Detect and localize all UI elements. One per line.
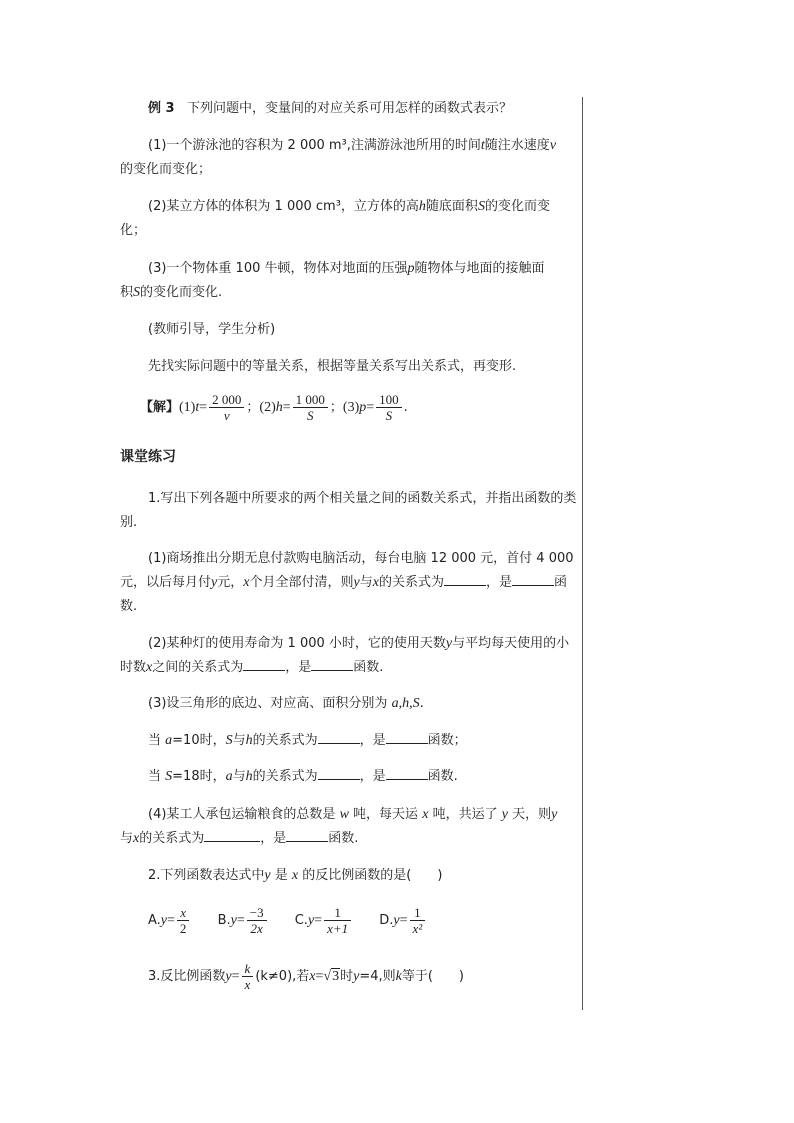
answer-blank[interactable]	[444, 571, 486, 586]
option-c-label: C.	[294, 913, 308, 928]
answer-blank[interactable]	[286, 827, 328, 842]
answer-blank[interactable]	[386, 765, 428, 780]
q1-1-text-f: ，是	[485, 575, 512, 590]
q3-text-c: 时	[340, 969, 354, 984]
q2-options	[120, 902, 580, 940]
option-a[interactable]: A.y= $\frac{x}{2}$	[148, 902, 191, 940]
q1-1-text-b: 元，	[217, 575, 244, 590]
q2-text-c: 的反比例函数的是( )	[302, 868, 443, 883]
fraction-1-num: 2 000	[209, 392, 244, 408]
q1-3-text: (3)设三角形的底边、对应高、面积分别为	[148, 696, 388, 711]
q1-1-text-a: (1)商场推出分期无息付款购电脑活动，每台电脑 12 000 元，首付 4 000元，以后每月付	[120, 551, 574, 590]
q1-4-text-e: 与	[120, 831, 134, 846]
fraction-2: $\frac{1 000}{S}$	[293, 392, 328, 423]
q1-3b-cond: =18时，	[172, 769, 226, 784]
q1-4-text-c: 吨，共运了	[432, 807, 498, 822]
item3-text-b: 随物体与地面的接触面	[414, 261, 545, 276]
q3-text-b: (k≠0),若	[255, 969, 310, 984]
q1-4-text-h: 函数.	[328, 831, 359, 846]
q1-1-text-d: 与	[359, 575, 373, 590]
right-border-line	[582, 97, 583, 1010]
fraction-1: $\frac{2 000}{v}$	[209, 392, 244, 423]
practice-heading: 课堂练习	[120, 449, 176, 465]
option-a-label: A.	[148, 913, 161, 928]
q1-3b-pre: 当	[148, 769, 162, 784]
q1-2-text-b: 与平均每天使用的小时数	[120, 636, 570, 675]
answer-blank[interactable]	[512, 571, 554, 586]
item2-text-d: 化；	[120, 223, 147, 238]
q3-text-d: =4,则	[359, 969, 396, 984]
option-c[interactable]: C.y= $\frac{1}{x+1}$	[295, 902, 353, 940]
item1-text-b: 随注水速度	[484, 138, 550, 153]
item1-text: (1)一个游泳池的容积为 2 000 m³,注满游泳池所用的时间	[148, 138, 481, 153]
q1-3a-mid: 与	[232, 733, 246, 748]
q1-intro	[120, 487, 580, 535]
q1-intro-text: 1.写出下列各题中所要求的两个相关量之间的函数关系式，并指出函数的类别.	[120, 491, 577, 530]
example-item-1: (1)一个游泳池的容积为 2 000 m³,注满游泳池所用的时间t随注水速度v 的变化而变化；	[120, 138, 557, 177]
q3: 3.反比例函数y= $\frac{k}{x}$ (k≠0),若x=√3时y=4,则k等于( )	[148, 961, 464, 992]
answer-blank[interactable]	[311, 656, 353, 671]
q2: 2.下列函数表达式中y 是 x 的反比例函数的是( )	[148, 868, 443, 883]
fraction-3-num: 100	[376, 392, 402, 408]
q1-3a-cond: =10时，	[172, 733, 226, 748]
q1-4-text-g: ，是	[260, 831, 287, 846]
q1-2-text-a: (2)某种灯的使用寿命为 1 000 小时，它的使用天数	[148, 636, 446, 651]
q1-3b-is: ，是	[359, 769, 386, 784]
q1-3a-end: 函数；	[427, 733, 467, 748]
item1-text-c: 的变化而变化；	[120, 162, 212, 177]
item3-text-d: 的变化而变化.	[140, 285, 223, 300]
q3-text-a: 3.反比例函数	[148, 969, 226, 984]
answer-blank[interactable]	[243, 656, 285, 671]
fraction-2-num: 1 000	[293, 392, 328, 408]
option-b-label: B.	[217, 913, 231, 928]
q1-1-text-g: 函数.	[120, 575, 567, 614]
q1-item-2: (2)某种灯的使用寿命为 1 000 小时，它的使用天数y与平均每天使用的小时数x之间的关系式为 ，是 函数.	[120, 636, 570, 675]
q1-3b-rel: 的关系式为	[252, 769, 318, 784]
answer-blank[interactable]	[386, 729, 428, 744]
example-question: 下列问题中，变量间的对应关系可用怎样的函数式表示？	[186, 101, 512, 116]
q1-item-3: (3)设三角形的底边、对应高、面积分别为 a,h,S.	[148, 696, 424, 711]
q1-1-text-e: 的关系式为	[378, 575, 444, 590]
q1-4-text-b: 吨，每天运	[353, 807, 419, 822]
option-b[interactable]: B.y= $\frac{-3}{2x}$	[218, 902, 269, 940]
q2-text-b: 是	[274, 868, 288, 883]
example-item-2: (2)某立方体的体积为 1 000 cm³，立方体的高h随底面积S的变化而变 化；	[120, 199, 550, 238]
method-line: 先找实际问题中的等量关系，根据等量关系写出关系式，再变形.	[148, 359, 517, 374]
example-item-3: (3)一个物体重 100 牛顿，物体对地面的压强p随物体与地面的接触面 积S的变化而变化.	[120, 261, 545, 300]
fraction-3: $\frac{100}{S}$	[376, 392, 402, 423]
q1-item-1: (1)商场推出分期无息付款购电脑活动，每台电脑 12 000 元，首付 4 000元，以后每月付y元，x个月全部付清，则y与x的关系式为 ，是 函数.	[120, 551, 574, 614]
answer-blank[interactable]	[204, 827, 260, 842]
item2-text-c: 的变化而变	[484, 199, 550, 214]
q1-2-text-d: ，是	[285, 660, 312, 675]
q1-2-text-e: 函数.	[353, 660, 384, 675]
example-label: 例 3	[148, 101, 175, 116]
guide-text: (教师引导，学生分析)	[148, 322, 276, 337]
q2-text: 2.下列函数表达式中	[148, 868, 265, 883]
item2-text-b: 随底面积	[425, 199, 478, 214]
q1-3a-pre: 当	[148, 733, 162, 748]
q1-3b-mid: 与	[232, 769, 246, 784]
item2-text: (2)某立方体的体积为 1 000 cm³，立方体的高	[148, 199, 419, 214]
example-title	[120, 97, 580, 121]
q1-4-text-a: (4)某工人承包运输粮食的总数是	[148, 807, 336, 822]
item3-text: (3)一个物体重 100 牛顿，物体对地面的压强	[148, 261, 408, 276]
q1-4-text-f: 的关系式为	[139, 831, 205, 846]
q1-3a-is: ，是	[359, 733, 386, 748]
q1-4-text-d: 天，则	[512, 807, 552, 822]
q1-1-text-c: 个月全部付清，则	[249, 575, 354, 590]
solution: 【解】(1)t= $\frac{2 000}{v}$ ；(2)h= $\frac{1 000}{S}$ ；(3)p= $\frac{100}{S}$ .	[140, 392, 408, 423]
q1-3a-rel: 的关系式为	[252, 733, 318, 748]
q1-item-3b: 当 S=18时，a与h的关系式为 ，是 函数.	[120, 765, 580, 789]
q1-item-4: (4)某工人承包运输粮食的总数是 w 吨，每天运 x 吨，共运了 y 天，则y 与x的关系式为 ，是 函数.	[120, 807, 558, 846]
item3-text-c: 积	[120, 285, 134, 300]
option-d-label: D.	[379, 913, 394, 928]
q1-item-3a: 当 a=10时，S与h的关系式为 ，是 函数；	[120, 729, 580, 753]
method-text	[120, 355, 580, 379]
solution-label: 【解】	[140, 400, 180, 415]
option-d[interactable]: D.y= $\frac{1}{\text{x²}}$	[379, 902, 427, 940]
q1-3b-end: 函数.	[427, 769, 458, 784]
teacher-guide	[120, 318, 580, 342]
answer-blank[interactable]	[318, 729, 360, 744]
q3-text-e: 等于( )	[401, 969, 464, 984]
q1-2-text-c: 之间的关系式为	[152, 660, 244, 675]
answer-blank[interactable]	[318, 765, 360, 780]
